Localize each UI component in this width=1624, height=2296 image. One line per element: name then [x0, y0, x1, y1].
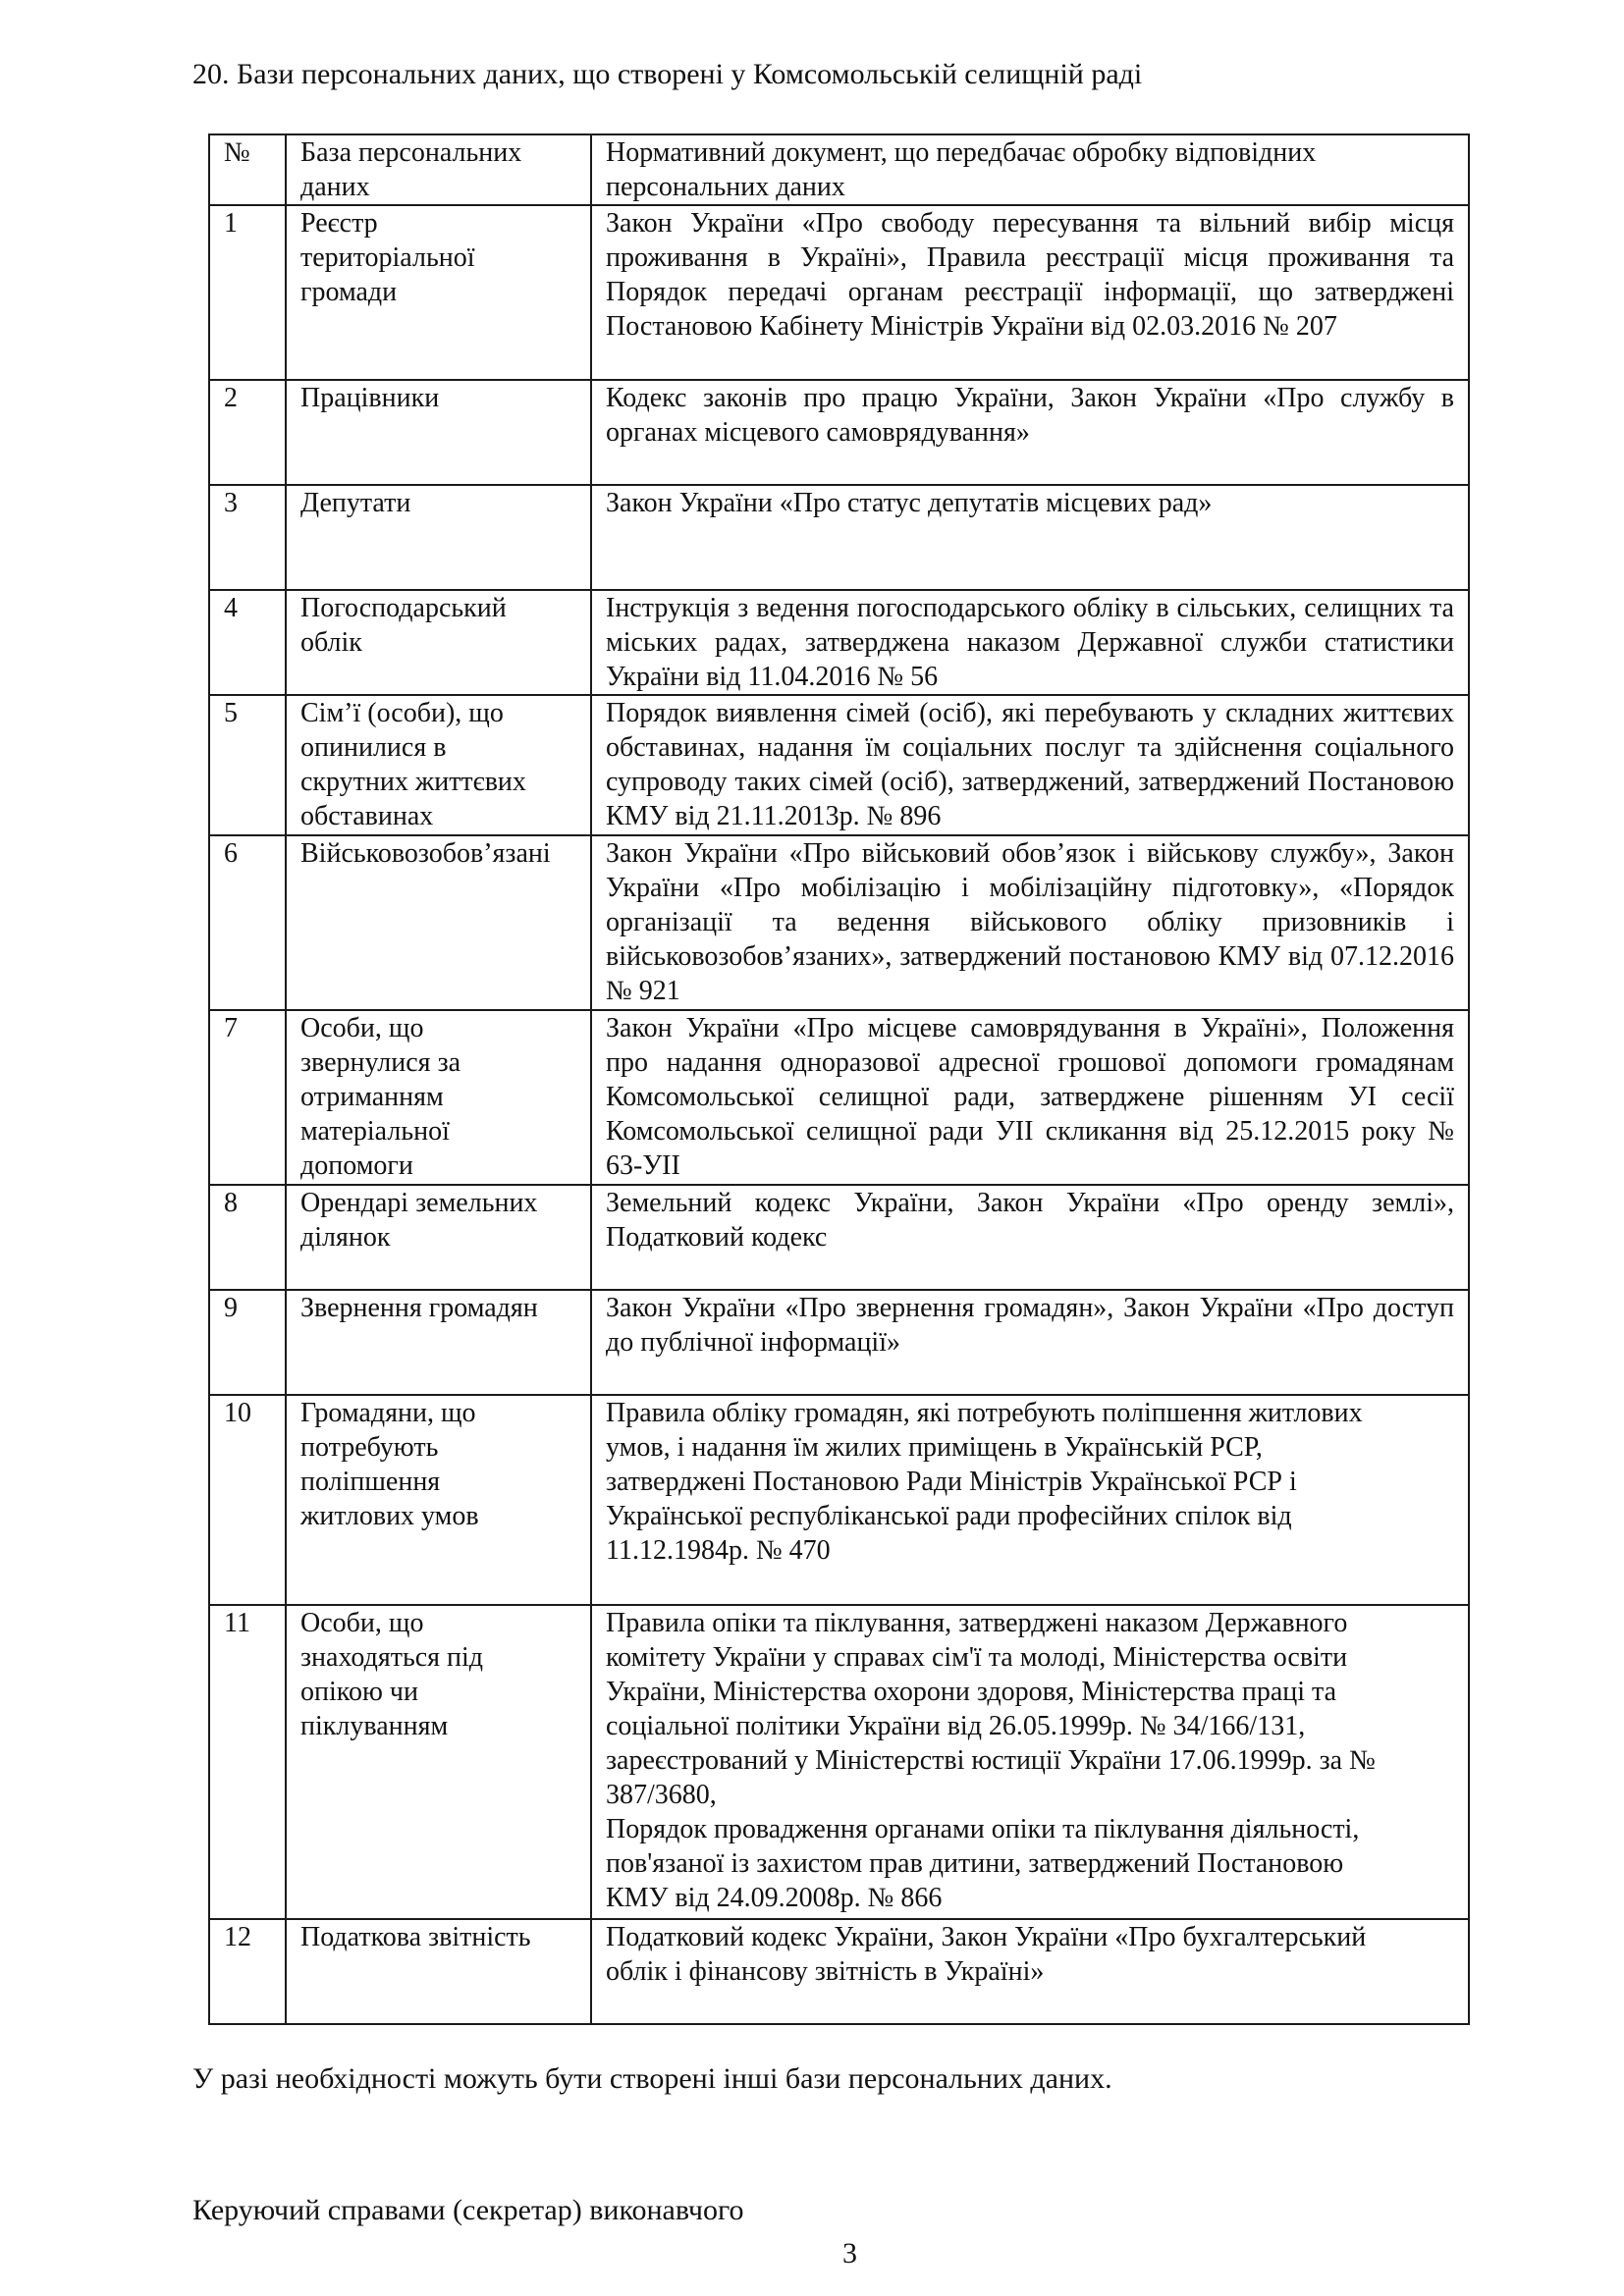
row-number: 2 [209, 380, 286, 485]
table-row [209, 485, 1469, 590]
table-row [209, 380, 1469, 485]
row-number: 5 [209, 695, 286, 835]
row-base-name: Працівники [286, 380, 591, 485]
row-base-name: Особи, що звернулися за отриманням матеріальної допомоги [286, 1010, 591, 1185]
row-number: 10 [209, 1395, 286, 1605]
row-document: Кодекс законів про працю України, Закон України «Про службу в органах місцевого самоврядування» [591, 380, 1469, 485]
row-base-name: Реєстр територіальної громади [286, 205, 591, 380]
row-number: 8 [209, 1185, 286, 1290]
row-base-name: Депутати [286, 485, 591, 590]
table-row [209, 205, 1469, 380]
signature-line: Керуючий справами (секретар) виконавчого [192, 2194, 744, 2226]
header-cell-base: База персональних даних [286, 134, 591, 205]
row-document: Податковий кодекс України, Закон України «Про бухгалтерський облік і фінансову звітність в Україні» [591, 1919, 1469, 2024]
table-row [209, 1605, 1469, 1919]
row-number: 11 [209, 1605, 286, 1919]
row-number: 4 [209, 590, 286, 695]
page-number: 3 [842, 2237, 857, 2269]
row-document: Закон України «Про звернення громадян», Закон України «Про доступ до публічної інформації» [591, 1290, 1469, 1395]
table-row [209, 835, 1469, 1010]
row-base-name: Податкова звітність [286, 1919, 591, 2024]
table-row [209, 1185, 1469, 1290]
table-row [209, 590, 1469, 695]
table-row [209, 1919, 1469, 2024]
page-heading: 20. Бази персональних даних, що створені у Комсомольській селищній раді [192, 58, 1143, 90]
table-row [209, 695, 1469, 835]
row-base-name: Військовозобов’язані [286, 835, 591, 1010]
closing-note: У разі необхідності можуть бути створені інші бази персональних даних. [192, 2062, 1112, 2095]
personal-data-table [208, 133, 1470, 2025]
row-number: 6 [209, 835, 286, 1010]
header-cell-number: № [209, 134, 286, 205]
header-cell-document: Нормативний документ, що передбачає обробку відповідних персональних даних [591, 134, 1469, 205]
row-base-name: Особи, що знаходяться під опікою чи піклуванням [286, 1605, 591, 1919]
row-number: 3 [209, 485, 286, 590]
table-header-row [209, 134, 1469, 205]
row-base-name: Погосподарський облік [286, 590, 591, 695]
row-base-name: Сім’ї (особи), що опинилися в скрутних життєвих обставинах [286, 695, 591, 835]
row-number: 12 [209, 1919, 286, 2024]
row-document: Правила опіки та піклування, затверджені наказом Державного комітету України у справах сім'ї та молоді, Міністерства освіти України, Міністерства охорони здоровя, Міністерства праці та соціальної політики України від 26.05.1999р. № 34/166/131, зареєстрований у Міністерстві юстиції України 17.06.1999р. за № 387/3680, Порядок провадження органами опіки та піклування діяльності, пов'язаної із захистом прав дитини, затверджений Постановою КМУ від 24.09.2008р. № 866 [591, 1605, 1469, 1919]
row-document: Інструкція з ведення погосподарського обліку в сільських, селищних та міських радах, затверджена наказом Державної служби статистики України від 11.04.2016 № 56 [591, 590, 1469, 695]
table-row [209, 1290, 1469, 1395]
row-number: 7 [209, 1010, 286, 1185]
table-row [209, 1010, 1469, 1185]
row-base-name: Орендарі земельних ділянок [286, 1185, 591, 1290]
row-document: Закон України «Про свободу пересування та вільний вибір місця проживання в Україні», Правила реєстрації місця проживання та Порядок передачі органам реєстрації інформації, що затверджені Постановою Кабінету Міністрів України від 02.03.2016 № 207 [591, 205, 1469, 380]
row-document: Закон України «Про статус депутатів місцевих рад» [591, 485, 1469, 590]
row-document: Правила обліку громадян, які потребують поліпшення житлових умов, і надання їм жилих приміщень в Українській РСР, затверджені Постановою Ради Міністрів Української РСР і Української республіканської ради професійних спілок від 11.12.1984р. № 470 [591, 1395, 1469, 1605]
row-base-name: Громадяни, що потребують поліпшення житлових умов [286, 1395, 591, 1605]
row-document: Закон України «Про місцеве самоврядування в Україні», Положення про надання одноразової адресної грошової допомоги громадянам Комсомольської селищної ради, затверджене рішенням УІ сесії Комсомольської селищної ради УІІ скликання від 25.12.2015 року № 63-УІІ [591, 1010, 1469, 1185]
row-document: Закон України «Про військовий обов’язок і військову службу», Закон України «Про мобілізацію і мобілізаційну підготовку», «Порядок організації та ведення військового обліку призовників і військовозобов’язаних», затверджений постановою КМУ від 07.12.2016 № 921 [591, 835, 1469, 1010]
table-row [209, 1395, 1469, 1605]
row-document: Порядок виявлення сімей (осіб), які перебувають у складних життєвих обставинах, надання їм соціальних послуг та здійснення соціального супроводу таких сімей (осіб), затверджений, затверджений Постановою КМУ від 21.11.2013р. № 896 [591, 695, 1469, 835]
row-number: 9 [209, 1290, 286, 1395]
row-base-name: Звернення громадян [286, 1290, 591, 1395]
row-number: 1 [209, 205, 286, 380]
row-document: Земельний кодекс України, Закон України «Про оренду землі», Податковий кодекс [591, 1185, 1469, 1290]
